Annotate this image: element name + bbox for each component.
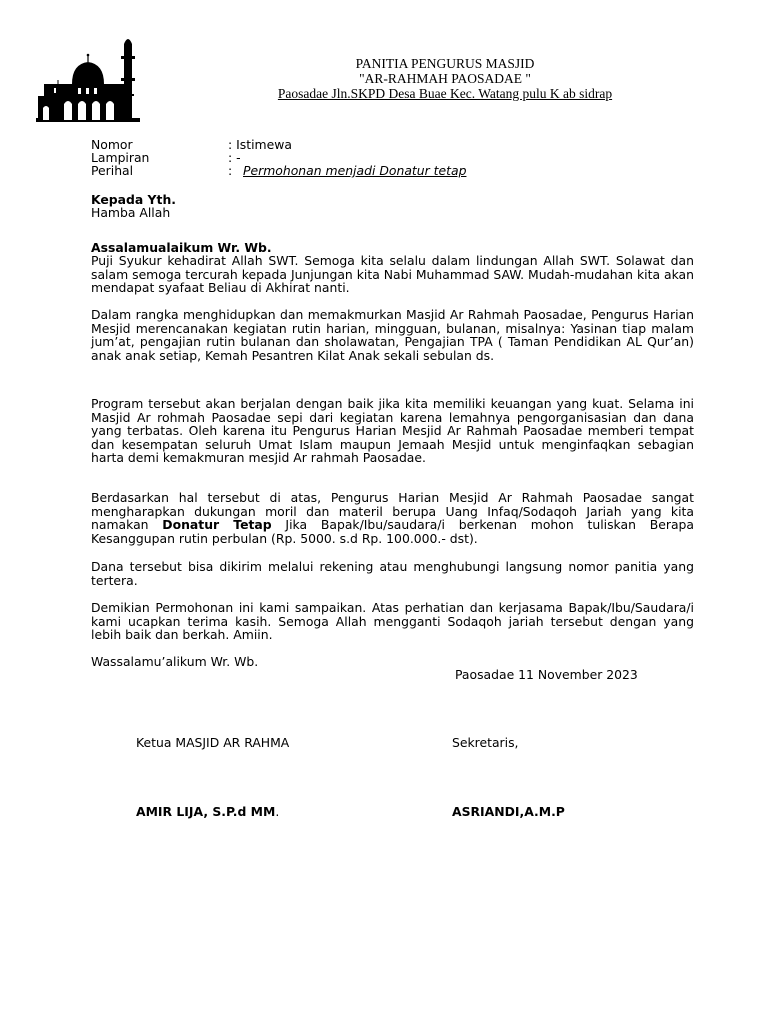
perihal-label: Perihal <box>91 163 134 178</box>
mosque-logo-icon <box>34 34 154 124</box>
paragraph-3: Program tersebut akan berjalan dengan baik jika kita memiliki keuangan yang kuat. Selama ini Masjid Ar rohmah Paosadae sepi dari kegiatan karena lemahnya pengorganisasian dan dana yang terbatas. Oleh karena itu Pengurus Harian Mesjid Ar Rahmah Paosadae memberi tempat dan kesempatan seluruh Umat Islam maupun Jemaah Mesjid untuk menginfaqkan sebagian harta demi kemakmuran mesjid Ar rahmah Paosadae. <box>91 396 694 466</box>
paragraph-4-text-c: Jika Bapak/Ibu/saudara/i berkenan mohon tuliskan Berapa Kesanggupan rutin perbulan (Rp. 5000. s.d Rp. 100.000.- dst). <box>91 517 694 546</box>
paragraph-5: Dana tersebut bisa dikirim melalui rekening atau menghubungi langsung nomor panitia yang tertera. <box>91 559 694 588</box>
chairman-name-text: AMIR LIJA, S.P.d MM <box>136 804 276 819</box>
recipient-greeting: Kepada Yth. <box>91 192 176 207</box>
org-address: Paosadae Jln.SKPD Desa Buae Kec. Watang pulu K ab sidrap <box>277 86 613 101</box>
lampiran-value: : - <box>228 150 241 165</box>
letter-date: Paosadae 11 November 2023 <box>455 667 638 682</box>
donatur-tetap-emphasis: Donatur Tetap <box>162 517 272 533</box>
mosque-name: "AR-RAHMAH PAOSADAE " <box>359 71 531 86</box>
chairman-name-period: . <box>275 804 280 819</box>
paragraph-6: Demikian Permohonan ini kami sampaikan. Atas perhatian dan kerjasama Bapak/Ibu/Saudara/i kami ucapkan terima kasih. Semoga Allah mengganti Sodaqoh jariah tersebut dengan yang lebih baik dan berkah. Amiin. <box>91 600 694 643</box>
salutation: Assalamualaikum Wr. Wb. <box>91 240 272 255</box>
closing-greeting: Wassalamu’alikum Wr. Wb. <box>91 654 259 669</box>
org-name: PANITIA PENGURUS MASJID <box>355 56 535 71</box>
lampiran-label: Lampiran <box>91 150 150 165</box>
secretary-title: Sekretaris, <box>452 735 519 750</box>
secretary-name: ASRIANDI,A.M.P <box>452 804 565 819</box>
paragraph-2: Dalam rangka menghidupkan dan memakmurkan Masjid Ar Rahmah Paosadae, Pengurus Harian Mesjid merencanakan kegiatan rutin harian, mingguan, bulanan, misalnya: Yasinan tiap malam jum’at, pengajian rutin bulanan dan sholawatan, Pengajian TPA ( Taman Pendidikan AL Qur’an) anak anak setiap, Kemah Pesantren Kilat Anak sekali sebulan ds. <box>91 307 694 363</box>
recipient-name: Hamba Allah <box>91 205 171 220</box>
paragraph-1: Puji Syukur kehadirat Allah SWT. Semoga kita selalu dalam lindungan Allah SWT. Solawat dan salam semoga tercurah kepada Junjungan kita Nabi Muhammad SAW. Mudah-mudahan kita akan mendapat syafaat Beliau di Akhirat nanti. <box>91 253 694 296</box>
paragraph-4 <box>91 491 694 545</box>
chairman-title: Ketua MASJID AR RAHMA <box>136 735 290 750</box>
nomor-value: : Istimewa <box>228 137 292 152</box>
paragraph-4-text-a: Berdasarkan hal tersebut di atas, Pengurus Harian Mesjid Ar Rahmah Paosadae sangat mengharapkan dukungan moril dan materil berupa Uang Infaq/Sodaqoh Jariah yang kita namakan <box>91 490 694 533</box>
perihal-value: Permohonan menjadi Donatur tetap <box>243 163 467 178</box>
nomor-label: Nomor <box>91 137 133 152</box>
chairman-name <box>136 805 279 819</box>
perihal-colon: : <box>228 163 233 178</box>
